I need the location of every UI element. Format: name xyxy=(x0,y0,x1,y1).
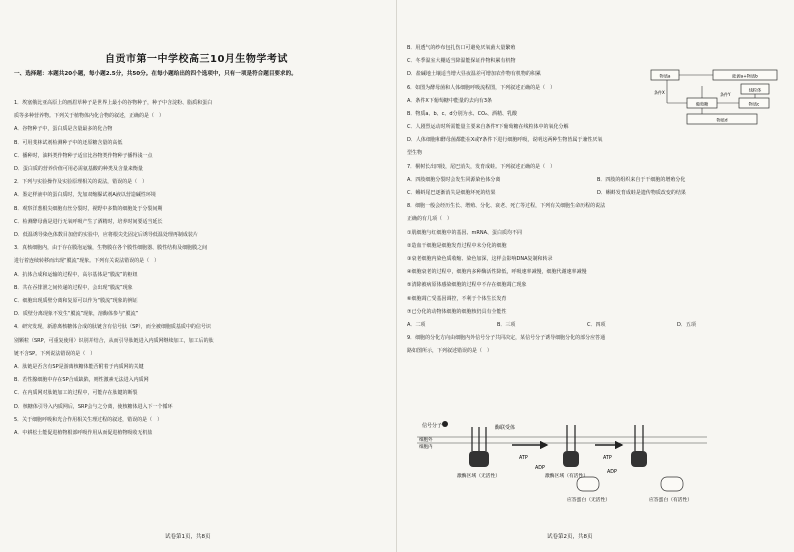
text-line: C．在内质网对肽链加工的过程中，可能存在肽键的断裂 xyxy=(14,390,138,397)
text-line: A．谷物种子中，蛋白质是含量最多的化合物 xyxy=(14,126,113,133)
text-line: 质等多种营养物。下列关于植物体内化合物的叙述，正确的是（ ） xyxy=(14,113,165,120)
text-line: C．冬季温室大棚适当降温能保证作物积累有机物 xyxy=(407,58,516,65)
option-8a: A．二项 xyxy=(407,322,426,329)
option-8b: B．三项 xyxy=(497,322,516,329)
option-row xyxy=(407,187,782,200)
label-inside: 细胞内 xyxy=(419,445,433,450)
respiration-flowchart xyxy=(647,66,787,128)
kinase-inactive-shape xyxy=(469,451,489,467)
text-line: ①肌细胞与红细胞中的基因、mRNA、蛋白质均不同 xyxy=(407,229,522,236)
signal-pathway-diagram xyxy=(417,415,707,510)
label-matter-c: 物质c xyxy=(748,101,760,107)
label-condition-y: 条件Y xyxy=(720,92,731,97)
text-line: 正确的有几项（ ） xyxy=(407,216,453,223)
text-line: 链不含SP。下列说法错误的是（ ） xyxy=(14,350,96,357)
text-line: D．蛋白质的营养价值可用必需氨基酸的种类及含量来衡量 xyxy=(14,166,143,173)
text-line: D．人体细胞和酵母菌都能在X或Y条件下进行细胞呼吸，说明这两种生物皆属于兼性厌氧 xyxy=(407,137,603,144)
kinase-active-shape xyxy=(563,451,579,467)
response-protein-active xyxy=(661,477,683,491)
text-line: 5．关于细胞呼吸和光合作用相关生理过程的叙述，错误的是（ ） xyxy=(14,416,163,423)
text-line: C．人剧烈运动时所需能量主要来自条件Y下葡萄糖在线粒体中的氧化分解 xyxy=(407,124,569,130)
label-kinase-active: 激酶区域（有活性） xyxy=(545,474,589,479)
text-line: 8．细胞一般会经历生长、增殖、分化、衰老、死亡等过程，下列有关细胞生命历程的说法 xyxy=(407,203,606,210)
text-line: 2．下列与实验操作及实验原理相关的说法，错误的是（ ） xyxy=(14,179,148,186)
page-right xyxy=(397,0,794,552)
section-one-heading: 一、选择题：本题共20小题，每小题2.5分，共50分。在每小题给出的四个选项中，只有一项是符合题目要求的。 xyxy=(14,71,297,77)
option-8d: D．五项 xyxy=(677,322,696,329)
option-row-q8 xyxy=(407,319,782,332)
label-condition-x: 条件X xyxy=(654,90,665,95)
text-line: C．检测酵母菌是进行无氧呼吸产生了酒精时，培养时间要适当延长 xyxy=(14,218,163,225)
text-line: 别颗粒（SRP，可重复使用）识别并结合，从而引导肽链进入内质网继续加工，加工后的肽 xyxy=(14,337,214,344)
text-line: B．若性腺细胞中存在SP合成缺陷，则性激素无法进入内质网 xyxy=(14,377,149,384)
receptor-right-icon xyxy=(635,425,643,451)
option-7a: A．四肢细胞分裂时会发生同源染色体分离 xyxy=(407,176,501,183)
receptor-left-icon xyxy=(472,427,486,451)
label-adp-2: ADP xyxy=(607,470,617,475)
text-line: ⑦已分化的动物体细胞的细胞核仍具有全能性 xyxy=(407,308,507,315)
page-footer-right: 试卷第2页，共8页 xyxy=(547,534,593,540)
option-8c: C．四项 xyxy=(587,322,606,329)
option-7c: C．蝌蚪尾巴逐渐消失是细胞坏死的结果 xyxy=(407,190,496,197)
label-response-inactive: 应答蛋白（无活性） xyxy=(567,498,611,503)
label-top2: 能源a+物质b xyxy=(732,73,758,79)
text-line: 9．细胞的分化方向由细胞内外信号分子共同决定，某信号分子诱导细胞分化的部分应答通 xyxy=(407,335,606,342)
label-glucose: 葡萄糖 xyxy=(695,101,709,107)
label-atp-2: ATP xyxy=(603,456,612,461)
text-line: B．观察洋葱根尖细胞有丝分裂时，视野中多数的细胞处于分裂间期 xyxy=(14,205,163,212)
text-line: D．盐碱地土壤适当增大昼夜温差可增加农作物有机物的积累 xyxy=(407,71,541,78)
signal-molecule-icon xyxy=(442,421,448,427)
text-line: ②造血干细胞是细胞发育过程中未分化的细胞 xyxy=(407,242,507,249)
text-line: ④细胞衰老的过程中，细胞内多种酶活性降低，呼吸速率减慢，细胞代谢速率减慢 xyxy=(407,269,587,276)
exam-title: 自贡市第一中学校高三10月生物学考试 xyxy=(105,54,288,65)
text-line: ⑤清除被病原体感染细胞的过程中不存在细胞凋亡现象 xyxy=(407,282,527,289)
text-line: A．肽链是否含有SP是游离核糖体能否附着于内质网的关键 xyxy=(14,364,144,371)
label-receptor: 酶联受体 xyxy=(495,425,516,431)
label-outside: 细胞外 xyxy=(419,438,433,443)
text-line: B．可用斐林试剂检测种子中的还原糖含量的高低 xyxy=(14,139,123,146)
text-line: A．鉴定样液中的蛋白质时，先加双缩脲试剂A液以营造碱性环境 xyxy=(14,192,156,199)
label-signal: 信号分子 xyxy=(422,423,443,429)
label-mito: 线粒体 xyxy=(748,87,762,93)
kinase-active2-shape xyxy=(631,451,647,467)
label-matter-d: 物质d xyxy=(716,117,728,123)
left-question-list xyxy=(14,97,386,440)
text-line: A．条件X下葡萄糖中能量的去向有3条 xyxy=(407,97,493,104)
label-response-active: 应答蛋白（有活性） xyxy=(649,498,693,503)
right-question-list-mid xyxy=(407,121,782,359)
text-line: 1．埃塞俄比亚高原上的画眉草种子是世界上最小的谷物种子，种子中含淀粉、脂质和蛋白 xyxy=(14,100,213,106)
option-row xyxy=(407,174,782,187)
text-line: B．用透气的纱布包扎伤口可避免厌氧菌大量繁殖 xyxy=(407,45,516,51)
receptor-mid-icon xyxy=(567,425,575,451)
label-atp: ATP xyxy=(519,456,528,461)
text-line: C．细胞出现质壁分离和复原可以作为“膜流”现象的例证 xyxy=(14,298,138,305)
text-line: 3．真核细胞内，由于存在膜泡运输，生物膜在各个膜性细胞器、膜性结构及细胞膜之间 xyxy=(14,245,208,252)
right-question-list-top xyxy=(407,42,657,121)
text-line: D．质壁分离现象不发生“膜流”现象，溶酶体参与“膜流” xyxy=(14,311,139,318)
text-line: D．低温诱导染色体数目加倍的实验中，应将根尖先固定后诱导低温处理再制成装片 xyxy=(14,232,198,239)
text-line: A．中耕松土能促进植物根部呼吸作用从而促进植物吸收无机盐 xyxy=(14,430,153,437)
response-protein-inactive xyxy=(577,477,599,491)
text-line: A．抗体合成和运输的过程中，高尔基体是“膜流”的枢纽 xyxy=(14,271,138,278)
text-line: D．核糖体引导入内质网后，SRP会与之分离，使核糖体进入下一个循环 xyxy=(14,403,173,410)
text-line: B．共在吞排泄之间传递的过程中，会出现“膜流”现象 xyxy=(14,284,133,291)
text-line: 7．桐树长出四肢，尾巴消失，发育成蛙。下列叙述正确的是（ ） xyxy=(407,163,556,170)
label-adp: ADP xyxy=(535,466,545,471)
text-line: C．播种时，油料类作物种子适宜比谷物类作物种子播得浅一点 xyxy=(14,152,153,159)
text-line: 型生物 xyxy=(407,150,423,157)
text-line: 6．如图为酵母菌和人体细胞呼吸流程图，下列叙述正确的是（ ） xyxy=(407,84,556,91)
text-line: 路如图所示，下列叙述错误的是（ ） xyxy=(407,348,493,355)
label-kinase-inactive: 激酶区域（无活性） xyxy=(457,474,501,479)
text-line: 进行着连续转移而出现“膜流”现象。下列有关说法错误的是（ ） xyxy=(14,258,160,265)
text-line: 4．研究发现，新游离核糖体合成的肽链含有信号肽（SP），而全被细胞质基质中的信号识 xyxy=(14,324,211,331)
text-line: ③衰老细胞内染色质收缩、染色加深，这样会影响DNA复制和转录 xyxy=(407,256,553,263)
option-7d: D．蝌蚪发育成蛙是遗传物质改变的结果 xyxy=(597,190,686,197)
label-top1: 物质a xyxy=(659,73,671,79)
text-line: ⑥细胞凋亡受基因调控，不利于个体生长发育 xyxy=(407,295,507,302)
option-7b: B．四肢的组织来自于干细胞的增殖分化 xyxy=(597,176,686,183)
page-footer-left: 试卷第1页，共8页 xyxy=(165,534,211,540)
text-line: B．物质a、b、c、d分别为水、CO₂、酒精、乳酸 xyxy=(407,111,518,118)
